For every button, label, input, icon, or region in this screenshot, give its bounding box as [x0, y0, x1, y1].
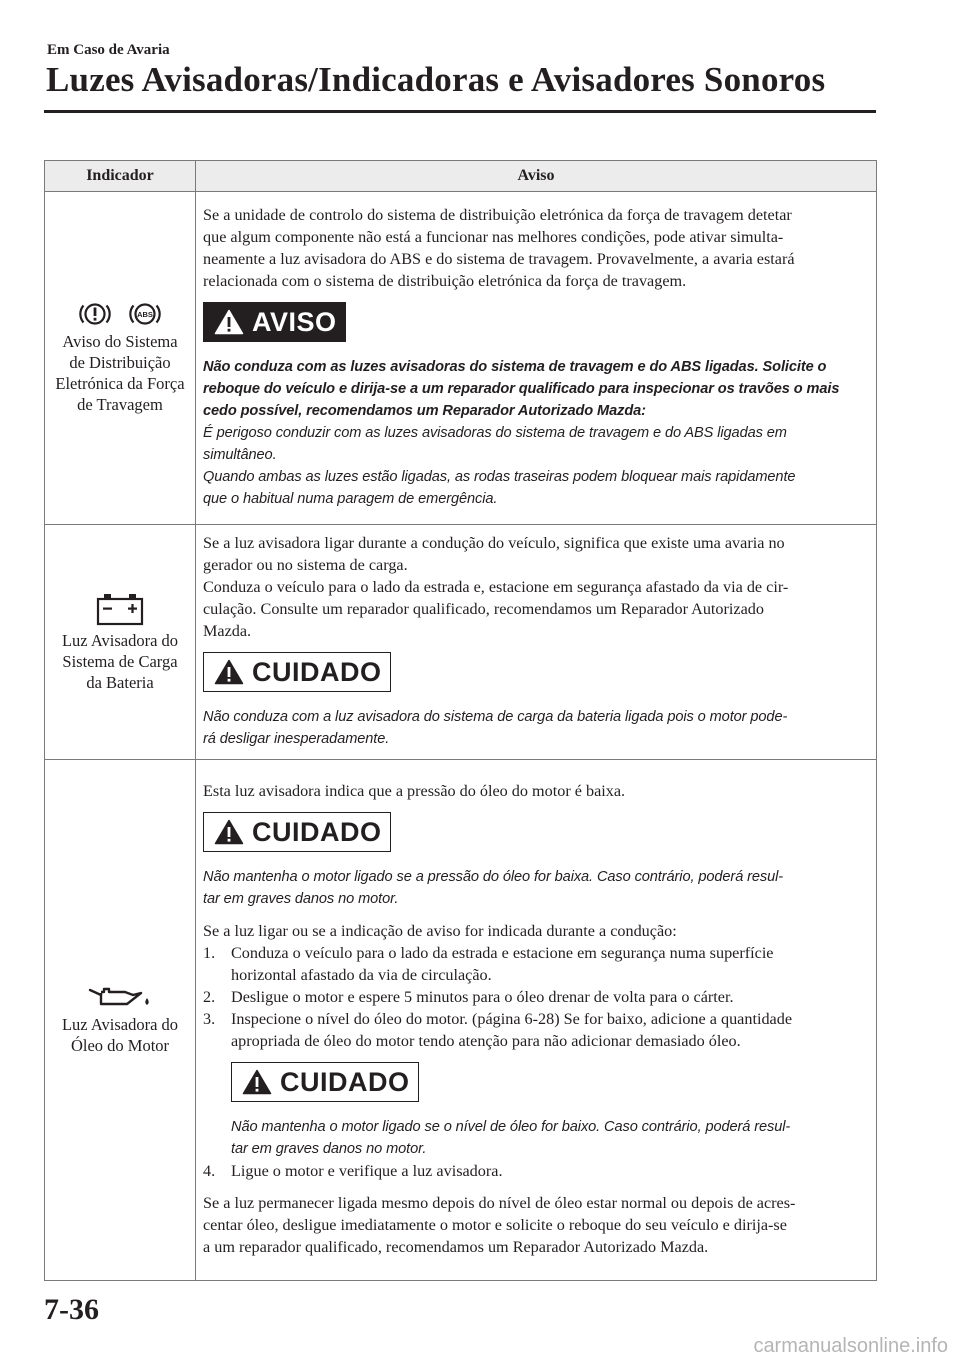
inner-caution: [203, 1052, 871, 1160]
section-label: Em Caso de Avaria: [47, 42, 170, 58]
badge-label: CUIDADO: [252, 817, 382, 847]
intro-line: relacionada com o sistema de distribuição eletrónica da força de travagem.: [203, 272, 687, 290]
step-line: Conduza o veículo para o lado da estrada e estacione em segurança numa superfície: [231, 944, 774, 962]
svg-text:ABS: ABS: [137, 309, 153, 319]
step-number: 3.: [203, 1010, 216, 1028]
outro-line: a um reparador qualificado, recomendamos um Reparador Autorizado Mazda.: [203, 1238, 709, 1256]
indicator-label-line: Luz Avisadora do: [61, 630, 179, 650]
steps-list: [203, 1160, 871, 1182]
indicator-label-line: da Bateria: [86, 672, 154, 692]
warning-triangle-icon: [214, 309, 244, 335]
column-header-warning: Aviso: [196, 161, 877, 192]
badge-label: AVISO: [252, 307, 337, 337]
step-line: Desligue o motor e espere 5 minutos para o óleo drenar de volta para o cárter.: [231, 988, 734, 1006]
outro-line: Se a luz permanecer ligada mesmo depois do nível de óleo estar normal ou depois de acres-: [203, 1194, 796, 1212]
step-number: 2.: [203, 988, 216, 1006]
list-item: [203, 942, 871, 986]
lead-line: Se a luz ligar ou se a indicação de aviso for indicada durante a condução:: [203, 922, 677, 940]
italic-line: Não mantenha o motor ligado se a pressão do óleo for baixa. Caso contrário, poderá resul-: [203, 869, 784, 885]
list-item: [203, 1160, 871, 1182]
intro-line: Se a unidade de controlo do sistema de distribuição eletrónica da força de travagem detetar: [203, 206, 792, 224]
step-number: 1.: [203, 944, 216, 962]
column-header-indicator: Indicador: [45, 161, 196, 192]
oil-pressure-icon: [87, 984, 153, 1010]
intro-line: gerador ou no sistema de carga.: [203, 556, 408, 574]
step-number: 4.: [203, 1162, 216, 1180]
step-line: horizontal afastado da via de circulação.: [231, 966, 492, 984]
outro-line: centar óleo, desligue imediatamente o motor e solicite o reboque do seu veículo e dirija-se: [203, 1216, 787, 1234]
badge-label: CUIDADO: [280, 1067, 410, 1097]
page-number: 7-36: [44, 1293, 99, 1326]
aviso-badge: [203, 302, 346, 342]
steps-list: [203, 942, 871, 1052]
table-row-oil-warning: [45, 760, 877, 1281]
bold-warning-line: Não conduza com as luzes avisadoras do sistema de travagem e do ABS ligadas. Solicite o: [203, 359, 827, 375]
table-row-battery-warning: [45, 525, 877, 760]
bold-warning-line: reboque do veículo e dirija-se a um reparador qualificado para inspecionar os travões o mais: [203, 381, 840, 397]
warning-cell-ebd: [196, 192, 877, 525]
indicator-label-line: de Travagem: [77, 395, 163, 414]
indicator-label-line: Luz Avisadora do: [61, 1015, 179, 1034]
step-line: Ligue o motor e verifique a luz avisadora.: [231, 1162, 503, 1180]
intro-line: Mazda.: [203, 622, 252, 640]
italic-line: simultâneo.: [203, 447, 277, 463]
table-header-row: [45, 161, 877, 192]
italic-line: Não mantenha o motor ligado se o nível de óleo for baixo. Caso contrário, poderá resul-: [231, 1119, 791, 1135]
cuidado-badge: [231, 1062, 419, 1102]
intro-line: que algum componente não está a funcionar nas melhores condições, pode ativar simulta-: [203, 228, 784, 246]
warning-triangle-icon: [214, 659, 244, 685]
intro-line: Conduza o veículo para o lado da estrada e, estacione em segurança afastado da via de cir-: [203, 578, 789, 596]
italic-line: tar em graves danos no motor.: [231, 1141, 427, 1157]
indicator-label-line: Aviso do Sistema: [62, 332, 178, 351]
abs-warning-icon: [127, 301, 163, 327]
cuidado-badge: [203, 652, 391, 692]
indicator-label-line: Óleo do Motor: [70, 1036, 170, 1055]
watermark: carmanualsonline.info: [753, 1335, 948, 1357]
italic-line: tar em graves danos no motor.: [203, 891, 399, 907]
warning-table: [44, 160, 877, 1281]
warning-cell-battery: [196, 525, 877, 760]
cuidado-badge: [203, 812, 391, 852]
indicator-label-line: Eletrónica da Força: [55, 374, 185, 393]
intro-line: neamente a luz avisadora do ABS e do sistema de travagem. Provavelmente, a avaria estará: [203, 250, 795, 268]
italic-line: Quando ambas as luzes estão ligadas, as rodas traseiras podem bloquear mais rapidamente: [203, 469, 796, 485]
intro-line: Esta luz avisadora indica que a pressão do óleo do motor é baixa.: [203, 782, 626, 800]
indicator-cell-battery: [45, 525, 196, 760]
intro-line: culação. Consulte um reparador qualificado, recomendamos um Reparador Autorizado: [203, 600, 764, 618]
table-row-ebd-warning: [45, 192, 877, 525]
battery-charge-icon: [94, 592, 146, 626]
indicator-cell-ebd: [45, 192, 196, 525]
bold-warning-line: cedo possível, recomendamos um Reparador Autorizado Mazda:: [203, 403, 646, 419]
indicator-cell-oil: [45, 760, 196, 1281]
page-title: Luzes Avisadoras/Indicadoras e Avisadores Sonoros: [46, 60, 826, 99]
list-item: [203, 1008, 871, 1052]
badge-label: CUIDADO: [252, 657, 382, 687]
warning-triangle-icon: [242, 1069, 272, 1095]
warning-triangle-icon: [214, 819, 244, 845]
indicator-label-line: de Distribuição: [69, 353, 171, 372]
italic-line: rá desligar inesperadamente.: [203, 731, 390, 747]
list-item: [203, 986, 871, 1008]
italic-line: que o habitual numa paragem de emergência.: [203, 491, 498, 507]
step-line: Inspecione o nível do óleo do motor. (página 6-28) Se for baixo, adicione a quantidade: [231, 1010, 793, 1028]
italic-line: Não conduza com a luz avisadora do sistema de carga da bateria ligada pois o motor pode-: [203, 709, 788, 725]
indicator-label-line: Sistema de Carga: [62, 651, 178, 671]
brake-warning-icon: [77, 301, 113, 327]
title-rule: [44, 110, 876, 113]
warning-cell-oil: [196, 760, 877, 1281]
italic-line: É perigoso conduzir com as luzes avisadoras do sistema de travagem e do ABS ligadas em: [203, 425, 787, 441]
intro-line: Se a luz avisadora ligar durante a condução do veículo, significa que existe uma avaria no: [203, 534, 785, 552]
step-line: apropriada de óleo do motor tendo atenção para não adicionar demasiado óleo.: [231, 1032, 741, 1050]
